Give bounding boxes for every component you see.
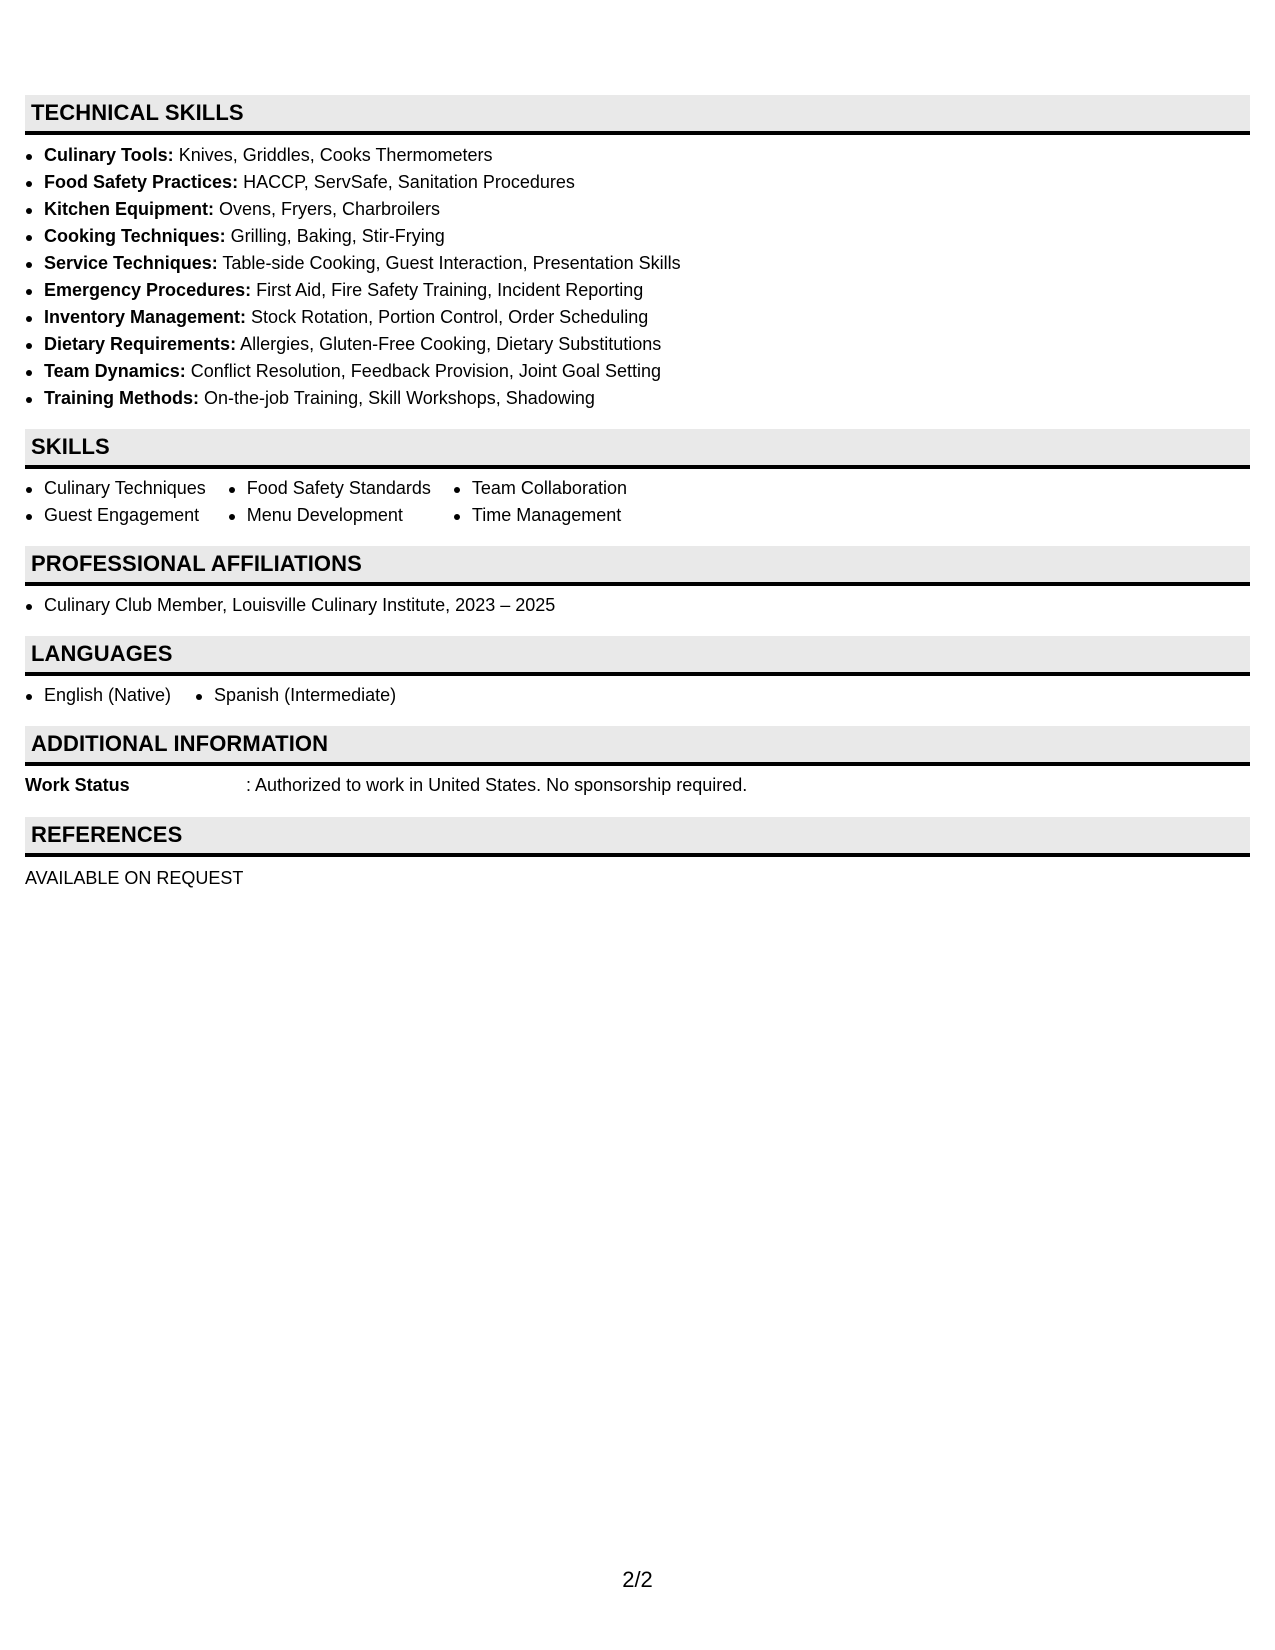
- additional-info-body: [25, 766, 1250, 817]
- references-text: AVAILABLE ON REQUEST: [25, 868, 244, 888]
- affiliations-list: [25, 592, 1250, 619]
- section-title: PROFESSIONAL AFFILIATIONS: [31, 551, 362, 576]
- page-number: 2/2: [622, 1567, 653, 1592]
- skills-column: [228, 475, 431, 529]
- list-item: [25, 142, 1250, 169]
- section-header: [25, 636, 1250, 676]
- skills-body: [25, 469, 1250, 546]
- skill-value: Knives, Griddles, Cooks Thermometers: [173, 145, 493, 165]
- affiliations-body: [25, 586, 1250, 636]
- skill-value: Stock Rotation, Portion Control, Order Scheduling: [246, 307, 649, 327]
- list-item: [25, 223, 1250, 250]
- list-item: Spanish (Intermediate): [195, 682, 396, 709]
- skills-column: [453, 475, 627, 529]
- list-item: [25, 304, 1250, 331]
- list-item: [25, 250, 1250, 277]
- section-header: [25, 726, 1250, 766]
- skill-label: Team Dynamics:: [44, 361, 186, 381]
- section-header: [25, 95, 1250, 135]
- section-header: [25, 546, 1250, 586]
- skill-label: Training Methods:: [44, 388, 199, 408]
- work-status-value: : Authorized to work in United States. No sponsorship required.: [246, 775, 748, 795]
- list-item: Culinary Techniques: [25, 475, 206, 502]
- additional-info-section: [25, 726, 1250, 817]
- list-item: [25, 331, 1250, 358]
- list-item: Food Safety Standards: [228, 475, 431, 502]
- technical-skills-body: [25, 135, 1250, 429]
- skill-label: Service Techniques:: [44, 253, 218, 273]
- references-section: [25, 817, 1250, 892]
- list-item: Team Collaboration: [453, 475, 627, 502]
- list-item: Culinary Club Member, Louisville Culinary Institute, 2023 – 2025: [25, 592, 1250, 619]
- skill-label: Food Safety Practices:: [44, 172, 239, 192]
- section-title: ADDITIONAL INFORMATION: [31, 731, 329, 756]
- languages-section: [25, 636, 1250, 726]
- skill-value: On-the-job Training, Skill Workshops, Shadowing: [199, 388, 595, 408]
- skill-value: Allergies, Gluten-Free Cooking, Dietary Substitutions: [236, 334, 662, 354]
- list-item: [25, 196, 1250, 223]
- skill-value: Ovens, Fryers, Charbroilers: [214, 199, 441, 219]
- skill-label: Emergency Procedures:: [44, 280, 252, 300]
- skills-list: [25, 475, 206, 529]
- skill-value: Grilling, Baking, Stir-Frying: [225, 226, 445, 246]
- section-title: SKILLS: [31, 434, 110, 459]
- list-item: [25, 169, 1250, 196]
- list-item: [25, 385, 1250, 412]
- skills-list: [228, 475, 431, 529]
- technical-skills-list: [25, 142, 1250, 412]
- section-title: TECHNICAL SKILLS: [31, 100, 244, 125]
- skill-value: First Aid, Fire Safety Training, Incident Reporting: [251, 280, 644, 300]
- section-title: REFERENCES: [31, 822, 183, 847]
- skill-value: Conflict Resolution, Feedback Provision, Joint Goal Setting: [185, 361, 661, 381]
- list-item: [25, 277, 1250, 304]
- skill-label: Inventory Management:: [44, 307, 247, 327]
- skills-column: [25, 475, 206, 529]
- skills-list: [453, 475, 627, 529]
- skill-label: Dietary Requirements:: [44, 334, 237, 354]
- list-item: English (Native): [25, 682, 171, 709]
- languages-body: [25, 676, 1250, 726]
- list-item: [25, 358, 1250, 385]
- skills-section: [25, 429, 1250, 546]
- resume-page: [25, 95, 1250, 892]
- languages-list: [25, 682, 420, 709]
- section-title: LANGUAGES: [31, 641, 173, 666]
- section-header: [25, 817, 1250, 857]
- list-item: Menu Development: [228, 502, 431, 529]
- skill-value: Table-side Cooking, Guest Interaction, Presentation Skills: [217, 253, 681, 273]
- skill-label: Kitchen Equipment:: [44, 199, 214, 219]
- list-item: Time Management: [453, 502, 627, 529]
- technical-skills-section: [25, 95, 1250, 429]
- affiliations-section: [25, 546, 1250, 636]
- skill-value: HACCP, ServSafe, Sanitation Procedures: [238, 172, 575, 192]
- skill-label: Culinary Tools:: [44, 145, 174, 165]
- work-status-label: Work Status: [25, 775, 130, 795]
- section-header: [25, 429, 1250, 469]
- skill-label: Cooking Techniques:: [44, 226, 226, 246]
- list-item: Guest Engagement: [25, 502, 206, 529]
